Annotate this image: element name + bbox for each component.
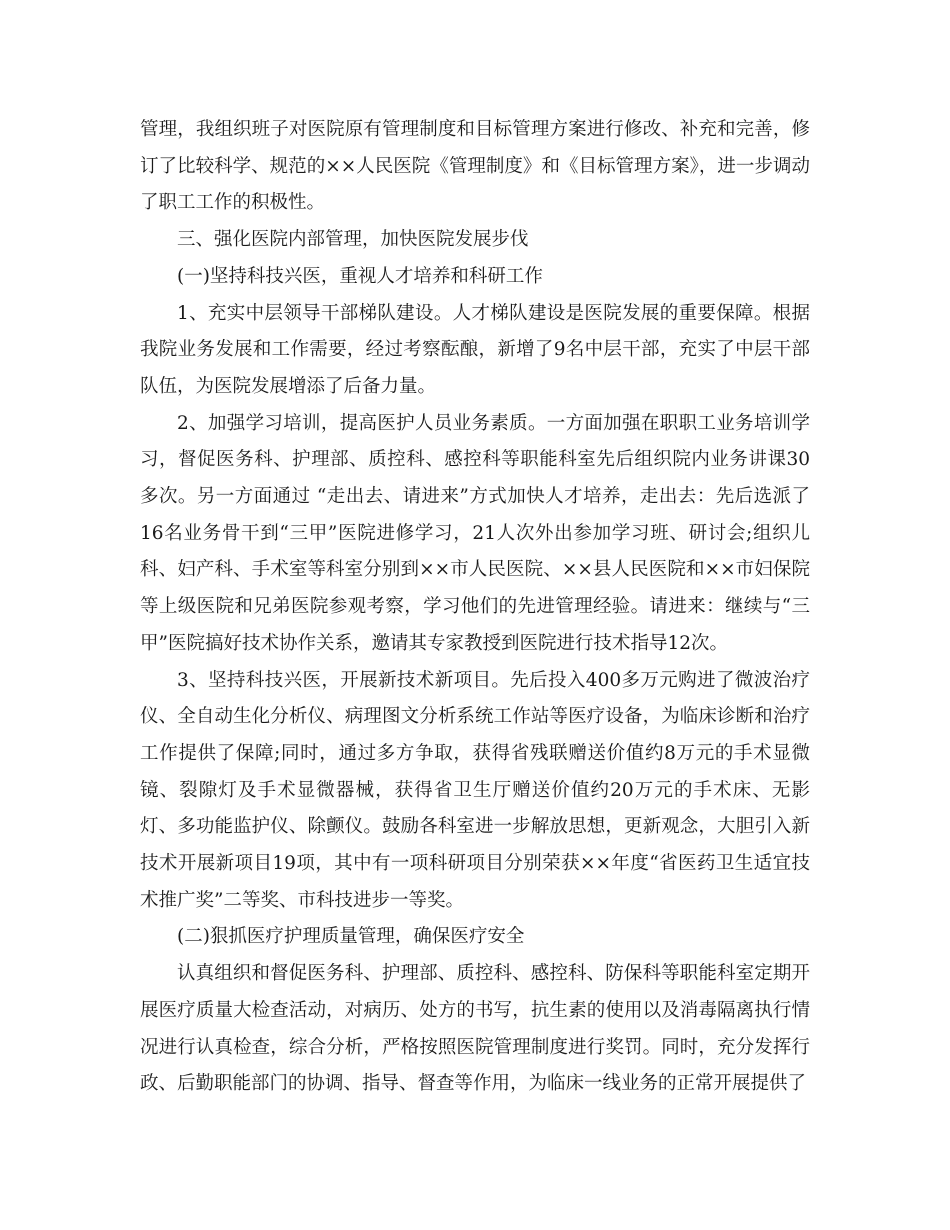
section-heading-three: 三、强化医院内部管理，加快医院发展步伐	[177, 229, 529, 251]
subsection-heading-two: (二)狠抓医疗护理质量管理，确保医疗安全	[177, 926, 525, 948]
document-page	[140, 112, 810, 1103]
paragraph-item-2: 2、加强学习培训，提高医护人员业务素质。一方面加强在职职工业务培训学习，督促医务科、护理部、质控科、感控科等职能科室先后组织院内业务讲课30多次。另一方面通过 “走出去、请进来”方式加快人才培养，走出去：先后选派了16名业务骨干到“三甲”医院进修学习，21人次外出参加学习班、研讨会;组织儿科、妇产科、手术室等科室分别到××市人民医院、××县人民医院和××市妇保院等上级医院和兄弟医院参观考察，学习他们的先进管理经验。请进来：继续与“三甲”医院搞好技术协作关系，邀请其专家教授到医院进行技术指导12次。	[140, 412, 810, 654]
paragraph-item-3: 3、坚持科技兴医，开展新技术新项目。先后投入400多万元购进了微波治疗仪、全自动生化分析仪、病理图文分析系统工作站等医疗设备，为临床诊断和治疗工作提供了保障;同时，通过多方争取，获得省残联赠送价值约8万元的手术显微镜、裂隙灯及手术显微器械，获得省卫生厅赠送价值约20万元的手术床、无影灯、多功能监护仪、除颤仪。鼓励各科室进一步解放思想，更新观念，大胆引入新技术开展新项目19项，其中有一项科研项目分别荣获××年度“省医药卫生适宜技术推广奖”二等奖、市科技进步一等奖。	[140, 669, 810, 911]
paragraph-item-1: 1、充实中层领导干部梯队建设。人才梯队建设是医院发展的重要保障。根据我院业务发展和工作需要，经过考察酝酿，新增了9名中层干部，充实了中层干部队伍，为医院发展增添了后备力量。	[140, 302, 810, 397]
subsection-heading-one: (一)坚持科技兴医，重视人才培养和科研工作	[177, 265, 543, 287]
paragraph-continuation: 管理，我组织班子对医院原有管理制度和目标管理方案进行修改、补充和完善，修订了比较科学、规范的××人民医院《管理制度》和《目标管理方案》，进一步调动了职工工作的积极性。	[140, 119, 810, 214]
paragraph-quality: 认真组织和督促医务科、护理部、质控科、感控科、防保科等职能科室定期开展医疗质量大检查活动，对病历、处方的书写，抗生素的使用以及消毒隔离执行情况进行认真检查，综合分析，严格按照医院管理制度进行奖罚。同时，充分发挥行政、后勤职能部门的协调、指导、督查等作用，为临床一线业务的正常开展提供了	[140, 963, 810, 1095]
